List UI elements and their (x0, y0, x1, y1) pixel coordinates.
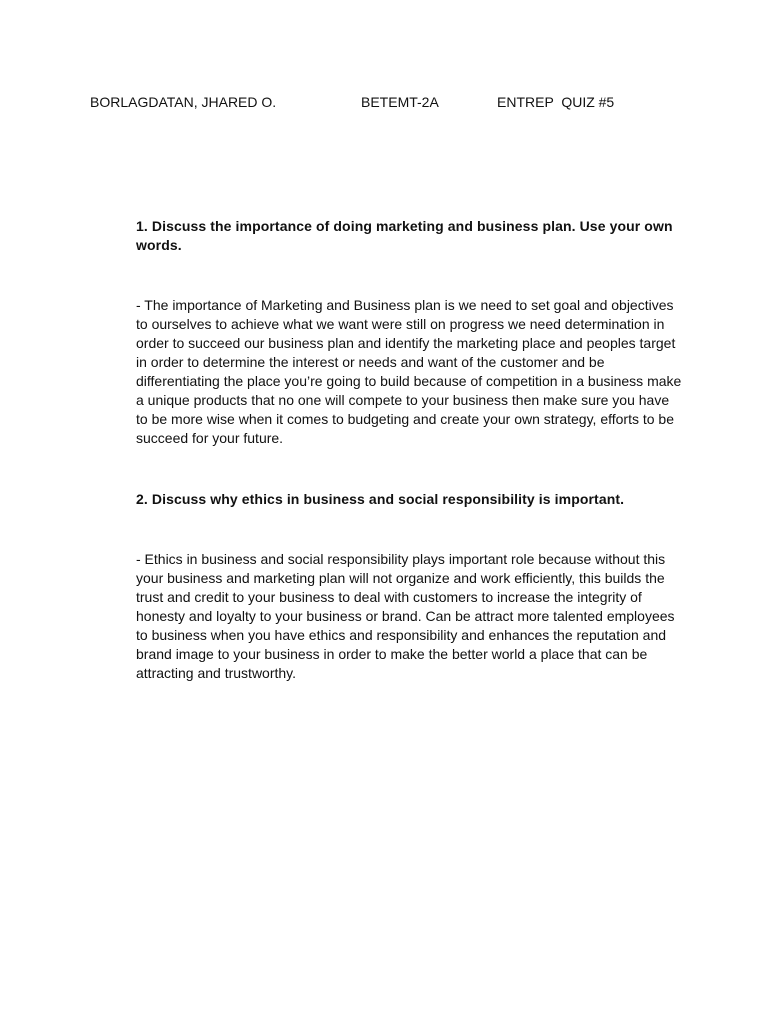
question-1: 1. Discuss the importance of doing marketing and business plan. Use your own words. (136, 218, 673, 253)
student-name: BORLAGDATAN, JHARED O. (90, 94, 277, 110)
quiz-title: ENTREP QUIZ #5 (497, 94, 615, 110)
answer-1: - The importance of Marketing and Business plan is we need to set goal and objectives to ourselves to achieve what we want were still on progress we need determination in order to succeed our business plan and identify the marketing place and peoples target in order to determine the interest or needs and want of the customer and be differentiating the place you’re going to build because of competition in a business make a unique products that no one will compete to your business then make sure you have to be more wise when it comes to budgeting and create your own strategy, efforts to be succeed for your future. (136, 297, 682, 446)
answer-2: - Ethics in business and social responsibility plays important role because without this your business and marketing plan will not organize and work efficiently, this builds the trust and credit to your business to deal with customers to increase the integrity of honesty and loyalty to your business or brand. Can be attract more talented employees to business when you have ethics and responsibility and enhances the reputation and brand image to your business in order to make the better world a place that can be attracting and trustworthy. (136, 551, 675, 681)
question-2: 2. Discuss why ethics in business and social responsibility is important. (136, 491, 625, 507)
student-section: BETEMT-2A (361, 94, 439, 110)
document-header (0, 93, 768, 113)
